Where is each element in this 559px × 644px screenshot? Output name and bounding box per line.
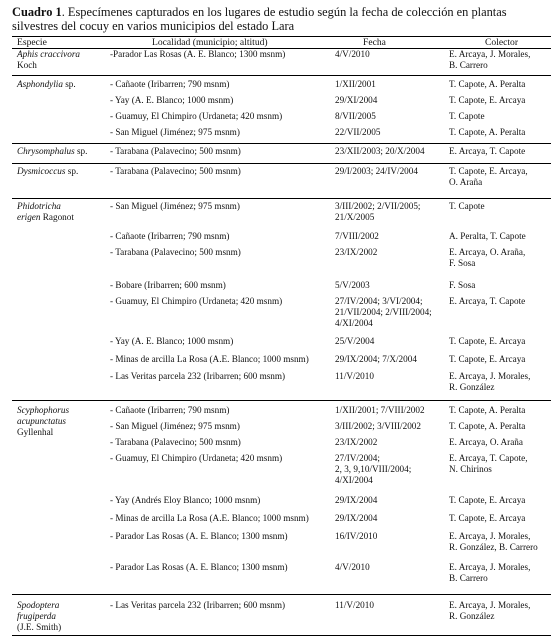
locality-cell: - San Miguel (Jiménez; 975 msnm) (110, 127, 240, 137)
date-cell: 11/V/2010 (335, 371, 374, 381)
date-cell: 27/IV/2004; 3/VI/2004; (335, 296, 423, 306)
collector-cell: T. Capote, A. Peralta (449, 405, 526, 415)
species-name-line: frugiperda (17, 611, 56, 621)
locality-cell: - Guamuy, El Chimpiro (Urdaneta; 420 msnm) (110, 453, 283, 463)
locality-cell: - Bobare (Iribarren; 600 msnm) (110, 280, 226, 290)
column-header-locality: Localidad (municipio; altitud) (152, 37, 268, 48)
collector-cell: E. Arcaya, J. Morales, (449, 49, 531, 59)
collector-cell: R. González, B. Carrero (449, 542, 538, 552)
locality-cell: - Tarabana (Palavecino; 500 msnm) (110, 166, 241, 176)
locality-cell: - Guamuy, El Chimpiro (Urdaneta; 420 msnm) (110, 111, 283, 121)
group-separator-rule (12, 163, 551, 164)
date-cell: 29/IX/2004 (335, 513, 378, 523)
collector-cell: E. Arcaya, J. Morales, (449, 531, 531, 541)
collector-cell: F. Sosa (449, 258, 476, 268)
collector-cell: T. Capote, E. Arcaya, (449, 166, 528, 176)
collector-cell: B. Carrero (449, 60, 488, 70)
date-cell: 4/XI/2004 (335, 318, 373, 328)
date-cell: 3/III/2002; 3/VIII/2002 (335, 421, 421, 431)
group-separator-rule (12, 198, 551, 199)
locality-cell: -Parador Las Rosas (A. E. Blanco; 1300 msnm) (110, 49, 286, 59)
date-cell: 1/XII/2001; 7/VIII/2002 (335, 405, 425, 415)
date-cell: 23/IX/2002 (335, 247, 378, 257)
collector-cell: A. Peralta, T. Capote (449, 231, 526, 241)
species-name-line: Koch (17, 60, 37, 70)
species-name-line: Asphondylia sp. (17, 79, 76, 89)
locality-cell: - Tarabana (Palavecino; 500 msnm) (110, 247, 241, 257)
group-separator-rule (12, 400, 551, 401)
locality-cell: - Cañaote (Iribarren; 790 msnm) (110, 405, 230, 415)
date-cell: 23/IX/2002 (335, 437, 378, 447)
locality-cell: - San Miguel (Jiménez; 975 msnm) (110, 421, 240, 431)
locality-cell: - Yay (A. E. Blanco; 1000 msnm) (110, 336, 234, 346)
date-cell: 4/V/2010 (335, 49, 370, 59)
group-separator-rule (12, 75, 551, 76)
group-separator-rule (12, 594, 551, 595)
date-cell: 16/IV/2010 (335, 531, 378, 541)
collector-cell: T. Capote (449, 111, 485, 121)
date-cell: 22/VII/2005 (335, 127, 381, 137)
locality-cell: - Las Veritas parcela 232 (Iribarren; 600 msnm) (110, 600, 286, 610)
column-header-collector: Colector (485, 37, 519, 48)
species-name-line: Gyllenhal (17, 427, 54, 437)
species-name-line: erigen Ragonot (17, 212, 74, 222)
collector-cell: T. Capote, A. Peralta (449, 421, 526, 431)
date-cell: 29/IX/2004 (335, 495, 378, 505)
locality-cell: - Yay (A. E. Blanco; 1000 msnm) (110, 95, 234, 105)
locality-cell: - Cañaote (Iribarren; 790 msnm) (110, 79, 230, 89)
collector-cell: T. Capote, A. Peralta (449, 79, 526, 89)
collector-cell: R. González (449, 382, 495, 392)
date-cell: 29/I/2003; 24/IV/2004 (335, 166, 418, 176)
group-separator-rule (12, 635, 551, 636)
locality-cell: - Minas de arcilla La Rosa (A.E. Blanco; 1000 msnm) (110, 354, 309, 364)
collector-cell: E. Arcaya, J. Morales, (449, 562, 531, 572)
collector-cell: E. Arcaya, O. Araña, (449, 247, 526, 257)
collector-cell: N. Chirinos (449, 464, 492, 474)
date-cell: 25/V/2004 (335, 336, 375, 346)
date-cell: 23/XII/2003; 20/X/2004 (335, 146, 425, 156)
date-cell: 29/XI/2004 (335, 95, 378, 105)
locality-cell: - Parador Las Rosas (A. E. Blanco; 1300 msnm) (110, 562, 288, 572)
specimen-table (12, 37, 551, 638)
species-name-line: (J.E. Smith) (17, 622, 62, 632)
table-caption (12, 5, 554, 33)
collector-cell: E. Arcaya, O. Araña (449, 437, 523, 447)
species-name-line: Phidotricha (17, 201, 61, 211)
collector-cell: E. Arcaya, J. Morales, (449, 600, 531, 610)
caption-text: . Especímenes capturados en los lugares de estudio según la fecha de colección en plantas silvestres del cocuy en varios municipios del estado Lara (12, 5, 507, 33)
column-header-species: Especie (17, 37, 47, 48)
column-header-date: Fecha (363, 37, 386, 48)
date-cell: 4/V/2010 (335, 562, 370, 572)
date-cell: 2, 3, 9,10/VIII/2004; (335, 464, 412, 474)
collector-cell: E. Arcaya, T. Capote (449, 146, 526, 156)
locality-cell: - Guamuy, El Chimpiro (Urdaneta; 420 msnm) (110, 296, 283, 306)
date-cell: 5/V/2003 (335, 280, 370, 290)
locality-cell: - San Miguel (Jiménez; 975 msnm) (110, 201, 240, 211)
locality-cell: - Tarabana (Palavecino; 500 msnm) (110, 437, 241, 447)
date-cell: 29/IX/2004; 7/X/2004 (335, 354, 417, 364)
collector-cell: T. Capote, E. Arcaya (449, 513, 526, 523)
group-separator-rule (12, 143, 551, 144)
locality-cell: - Yay (Andrés Eloy Blanco; 1000 msnm) (110, 495, 261, 505)
date-cell: 11/V/2010 (335, 600, 374, 610)
caption-label: Cuadro 1 (12, 5, 62, 19)
collector-cell: T. Capote (449, 201, 485, 211)
date-cell: 4/XI/2004 (335, 475, 373, 485)
collector-cell: F. Sosa (449, 280, 476, 290)
collector-cell: R. González (449, 611, 495, 621)
species-name-line: Aphis craccivora (17, 49, 81, 59)
collector-cell: E. Arcaya, T. Capote (449, 296, 526, 306)
date-cell: 7/VIII/2002 (335, 231, 379, 241)
locality-cell: - Las Veritas parcela 232 (Iribarren; 600 msnm) (110, 371, 286, 381)
species-name-line: Spodoptera (17, 600, 60, 610)
locality-cell: - Minas de arcilla La Rosa (A.E. Blanco; 1000 msnm) (110, 513, 309, 523)
date-cell: 8/VII/2005 (335, 111, 376, 121)
locality-cell: - Parador Las Rosas (A. E. Blanco; 1300 msnm) (110, 531, 288, 541)
collector-cell: O. Araña (449, 177, 483, 187)
collector-cell: T. Capote, A. Peralta (449, 127, 526, 137)
collector-cell: T. Capote, E. Arcaya (449, 336, 526, 346)
species-name-line: acupunctatus (17, 416, 66, 426)
collector-cell: E. Arcaya, T. Capote, (449, 453, 528, 463)
date-cell: 1/XII/2001 (335, 79, 376, 89)
date-cell: 21/X/2005 (335, 212, 375, 222)
locality-cell: - Cañaote (Iribarren; 790 msnm) (110, 231, 230, 241)
date-cell: 3/III/2002; 2/VII/2005; (335, 201, 421, 211)
collector-cell: T. Capote, E. Arcaya (449, 354, 526, 364)
date-cell: 21/VII/2004; 2/VIII/2004; (335, 307, 432, 317)
species-name-line: Dysmicoccus sp. (17, 166, 79, 176)
species-name-line: Chrysomphalus sp. (17, 146, 88, 156)
collector-cell: B. Carrero (449, 573, 488, 583)
locality-cell: - Tarabana (Palavecino; 500 msnm) (110, 146, 241, 156)
collector-cell: T. Capote, E. Arcaya (449, 95, 526, 105)
date-cell: 27/IV/2004; (335, 453, 380, 463)
collector-cell: T. Capote, E. Arcaya (449, 495, 526, 505)
collector-cell: E. Arcaya, J. Morales, (449, 371, 531, 381)
species-name-line: Scyphophorus (17, 405, 70, 415)
